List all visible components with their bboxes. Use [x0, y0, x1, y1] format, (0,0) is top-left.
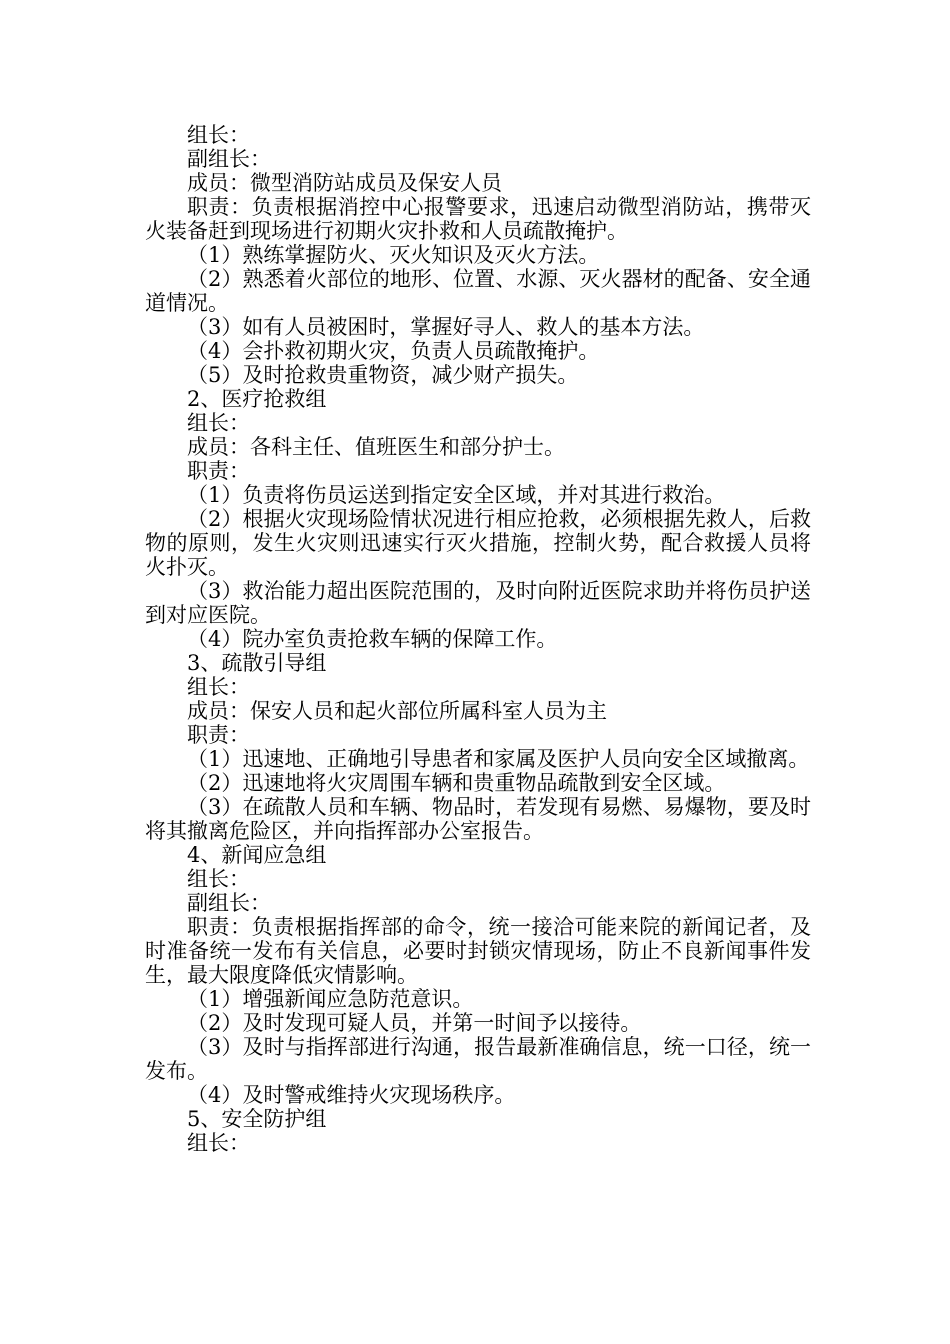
group2-duty-item-2: （2）根据火灾现场险情状况进行相应抢救，必须根据先救人，后救物的原则，发生火灾则迅速实行灭火措施，控制火势，配合救援人员将火扑灭。 — [145, 507, 811, 579]
group2-duty-item-3: （3）救治能力超出医院范围的，及时向附近医院求助并将伤员护送到对应医院。 — [145, 579, 811, 627]
group1-duty-item-5: （5）及时抢救贵重物资，减少财产损失。 — [187, 363, 579, 387]
group1-members-line: 成员：微型消防站成员及保安人员 — [187, 171, 502, 195]
group4-heading: 4、新闻应急组 — [187, 843, 327, 867]
group1-duty-item-4: （4）会扑救初期火灾，负责人员疏散掩护。 — [187, 339, 600, 363]
group3-duties-label: 职责： — [187, 723, 250, 747]
group2-members-line: 成员：各科主任、值班医生和部分护士。 — [187, 435, 565, 459]
group5-leader-line: 组长： — [187, 1131, 250, 1155]
group1-duty-item-2: （2）熟悉着火部位的地形、位置、水源、灭火器材的配备、安全通道情况。 — [145, 267, 811, 315]
group3-members-line: 成员：保安人员和起火部位所属科室人员为主 — [187, 699, 607, 723]
group1-duty-item-3: （3）如有人员被困时，掌握好寻人、救人的基本方法。 — [187, 315, 705, 339]
group2-duty-item-1: （1）负责将伤员运送到指定安全区域，并对其进行救治。 — [187, 483, 726, 507]
group2-duty-item-4: （4）院办室负责抢救车辆的保障工作。 — [187, 627, 558, 651]
group2-heading: 2、医疗抢救组 — [187, 387, 327, 411]
group3-duty-item-2: （2）迅速地将火灾周围车辆和贵重物品疏散到安全区域。 — [187, 771, 726, 795]
group4-deputy-leader-line: 副组长： — [187, 891, 271, 915]
group3-heading: 3、疏散引导组 — [187, 651, 327, 675]
group3-leader-line: 组长： — [187, 675, 250, 699]
group4-duty-item-1: （1）增强新闻应急防范意识。 — [187, 987, 474, 1011]
group1-deputy-leader-line: 副组长： — [187, 147, 271, 171]
group4-duty-item-3: （3）及时与指挥部进行沟通，报告最新准确信息，统一口径，统一发布。 — [145, 1035, 811, 1083]
group2-duties-label: 职责： — [187, 459, 250, 483]
group1-leader-line: 组长： — [187, 123, 250, 147]
document-body — [145, 123, 811, 1155]
group5-heading: 5、安全防护组 — [187, 1107, 327, 1131]
group4-duties-paragraph: 职责：负责根据指挥部的命令，统一接洽可能来院的新闻记者，及时准备统一发布有关信息，必要时封锁灾情现场，防止不良新闻事件发生，最大限度降低灾情影响。 — [145, 915, 811, 987]
group4-duty-item-4: （4）及时警戒维持火灾现场秩序。 — [187, 1083, 516, 1107]
group1-duties-paragraph: 职责：负责根据消控中心报警要求，迅速启动微型消防站，携带灭火装备赶到现场进行初期火灾扑救和人员疏散掩护。 — [145, 195, 811, 243]
group4-duty-item-2: （2）及时发现可疑人员，并第一时间予以接待。 — [187, 1011, 642, 1035]
group3-duty-item-1: （1）迅速地、正确地引导患者和家属及医护人员向安全区域撤离。 — [187, 747, 810, 771]
group4-leader-line: 组长： — [187, 867, 250, 891]
group1-duty-item-1: （1）熟练掌握防火、灭火知识及灭火方法。 — [187, 243, 600, 267]
group3-duty-item-3: （3）在疏散人员和车辆、物品时，若发现有易燃、易爆物，要及时将其撤离危险区，并向指挥部办公室报告。 — [145, 795, 811, 843]
group2-leader-line: 组长： — [187, 411, 250, 435]
